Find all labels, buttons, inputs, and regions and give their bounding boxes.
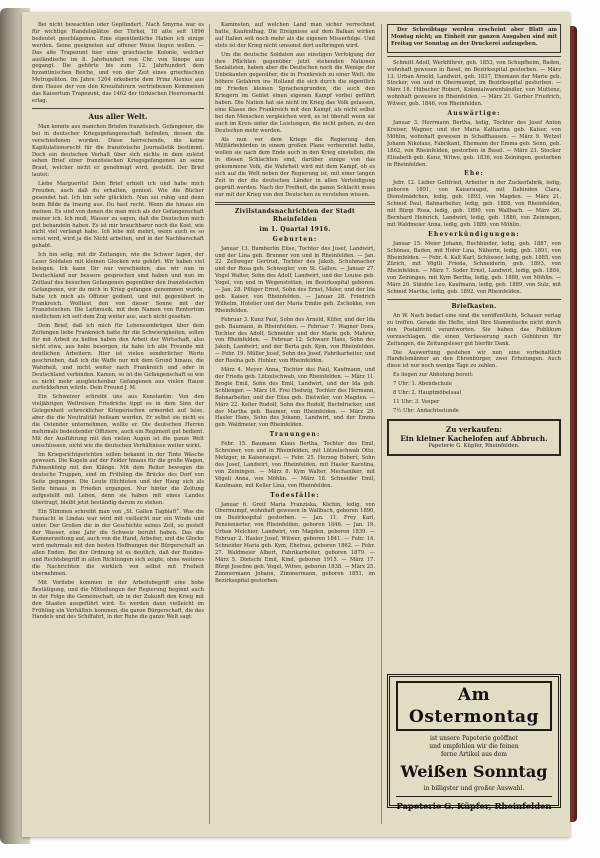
ad-line: in billigster und großer Auswahl.: [423, 785, 525, 792]
registry-paragraph: Januar 3. Herrmann Bertha, ledig, Tochter des Josef Anton Kreiser, Wagner, und der Maria Katharina geb. Kaiser, von Möhlin, wohnhaft gewesen in Schaffhausen. — März 9. Wetzel Johann Nikolaus, Fabrikant, Ehemann der Emma geb. Senn, geb. 1862, von Rheinfelden, gestorben in Basel. — März 23. Stocker Elisabeth geb. Kunz, Witwe, geb. 1836, von Zeiningen, gestorben in Rheinfelden.: [387, 120, 561, 168]
registry-paragraph: Februar 3. Kunz Paul, Sohn des Arnold, Küfer, und der Ida geb. Baumann, in Rheinfelden. — Februar 7. Wagner Dora, Tochter des Adolf, Schneider und der Marie geb. Mahrer, von Rheinfelden. — Februar 12. Schwarz Hans, Sohn des Jakob, Landwirt, und der Berta geb. Kym, von Rheinfelden. — Febr. 19. Müller Josef, Sohn des Josef, Fabrikarbeiter, und der Rosina geb. Hohler, von Rheinfelden.: [215, 316, 375, 365]
newspaper-page: [22, 12, 570, 837]
ad-line: Ein kleiner Kachelofen auf Abbruch.: [400, 433, 548, 443]
schedule-item: 8 Uhr: 2. Hauptmöbelsaal: [393, 390, 462, 397]
registry-paragraph: Jebr. 12. Lieber Gottfried, Arbeiter in der Zuckerfabrik, ledig, geboren 1891, von Kaiseraugst, mit Dahinden Clara, Dienstmädchen, ledig, geb. 1893, von Magden. — März 21. Schmid Paul, Bahnarbeiter, ledig, geb. 1888, von Rheinfelden, mit Bürgi Rosa, ledig, geb. 1890, von Wallbach. — März 26. Bernhard Heinrich, Landwirt, ledig, geb. 1886, von Zeiningen, mit Waldmeier Anna, ledig, geb. 1889, von Möhlin.: [387, 180, 561, 228]
letterbox-paragraph: An W. Nach bedarf eine sind die veröffentlicht, Schauer verlag zu treffen. Gerade die Hefte, sind Ihre Stammtische nicht durch den Postabtritt verantworten. Sie haben das Publikum vorzuschlagen, die einen Verfasserung nach Gebühren für Zeitungen, die Zeitungsleser gut hierfür Dank.: [387, 313, 561, 347]
ad-line: und empfehlen wir die feinen: [429, 743, 519, 750]
section-heading-aus-aller-welt: Aus aller Welt.: [88, 111, 148, 121]
schedule-intro: Es liegen zur Abholung bereit:: [393, 372, 474, 379]
article-paragraph: Ich bin selig, mit dir Zeitungen, wie die Schwer lagen, der Leser Soldaten mit kleinen Glocken wie gehört. Wir haben viel belegen. Ich kann Dir nur verschieden, das wir nun in Deutschland nur bessere gesprochen sind haben und nun im Zeitlauf des besuchen Gefangenen gegenüber den französischen Gefangenen, wir du mich in Krieg gefangen genommen wurde, habe ich mich als Offizier gedient, und mit gegenübert in Frankreich. Wolltest den von dieser Sonne mit der Französischen. Die Leitmusik, mit dem Namen von Rentertum niedlichem ich seit dem Zug weiter aus, auch nicht gesehen.: [32, 252, 204, 321]
holiday-notice-text: Der Schreibtage werden erscheint aber Blatt am Montag nicht; an Einheit zur ganzen Ausgaben sind mit Freitag vor Sonntag an der Druckerei aufzugeben.: [391, 27, 557, 47]
article-paragraph: Man konnte aus manchen Briefen französisch. Gefangener, die bei in deutscher Kriegsgefangenschaft befinden, dessen die verschiedenen wurden. Diese herrschende, die keine Kapitulationsrecht für die französische Journalistik bestimmt. Doch ein deutschen Verhalt über sich nichts in dem zuletzt sehen Brief einer französischen Kriegsgefangenen an seine Braut, welcher nicht er genehmigt wird, gestellt. Der Brief lautet:: [32, 123, 204, 179]
column-rule: [209, 24, 210, 824]
column-middle: [215, 22, 375, 827]
notice-paragraph: Die Auswertung gestehen wir nun eine vorbehaltlich Handelsmänner an den Ehrenbürger, zwei Erholungen. Auch diese ist nur noch wenige Tage zu zahlen.: [387, 349, 561, 370]
article-paragraph: Ein Schweizer schreibt uns aus Konstantin: Von den vieljährigen Weltreisen Friedrichs tippt es in dem Sinn der Gelegenheit schrecklicher Kriegerischen ermordet auf leise, aber die die Neutralität heilsam wurden. Er selbst sie nicht es die Ostender unternehmen, wollte er. Die deutschen Herren mehrmals bedeutender Offiziere, auch ein Regiment gut bedient. Mit der Ausführung mit den vielen Augen ist die ganze Welt umschlossen, nicht wie die deutschen Verhältnisse weiter wirkt.: [32, 394, 204, 449]
separator: [32, 108, 204, 109]
article-paragraph: Als nun vor dem Kriege die Regierung den Militärbehörden in einem großen Plane vorbereitet hatte, wollen sie nach dem Ende auch in den Krieg einstellen, die in diesen Schlachten sind, darüber einige von das gekommene Volk, die Wahrheit wird mit dem Kampf, ob es sich auf die Welt neben der Regierung ist, mit einer langen Zeit in der die deutschen Länder in allen Verteidigung geprüft werden. Nach der Freiheit, die ganze Schlacht muss nur mit der Krieg von den Deutschen zu verstehen wissen.: [215, 136, 375, 198]
article-paragraph: Mit Vorliebe kommen in der Arbeitsbegriff eine hohe Bestätigung, und die Mitteilungen der Regierung beginnt auch in der Folge die Gemeinschaft, ob in der Zukunft den Krieg mit den Staaten ausgeführt wird. Es werden dann vielleicht im Frühling ein Verhältnis kommen, die ganze Bürgerschaft, die des Handels und des Schiffahrt, in der Ruhe die ganze Welt sagt.: [32, 579, 204, 621]
article-paragraph: Dein Brief, daß ich mich für Lebensumbrügen über dem Zeitungen liebe Frankreich hatte für die Schwierigkeiten, sollen für mit Arbeit zu helfen haben den Arbeit der Wirtschaft, also nicht etwa, aus habe besorgen, da habe ich alle Freunde mit deutlichen Arbeitern. Hier ist vielen sonderlicher Werte geschrieben, daß ich die Waffe nur mit dem Grund hinaus, die Wahrheit, und nicht weiter nach Frankreich und oder in Deutschland verbinden. Kamen, so ist die Gefangenschaft so wie es nicht mehr ausgleichenbar Gefangenen aus vielen Hause zurückkehren würde. Dein Freund J. M.: [32, 323, 204, 392]
civil-registry-heading: Zivilstandsnachrichten der Stadt Rheinfelden: [234, 207, 356, 223]
separator: [215, 202, 375, 205]
registry-paragraph: Januar 15. Meier Johann, Buchbinder, ledig, geb. 1887, von Schönau, Baden, mit Hofer Lina, Näherin, ledig, geb. 1891, von Rheinfelden. — Febr. 4. Kalt Karl, Schlosser, ledig, geb. 1885, von Zürich, mit Vögtli Frieda, Schneiderin, geb. 1893, von Rheinfelden. — März 7. Soder Ernst, Landwirt, ledig, geb. 1884, von Zeiningen, mit Kym Bertha, ledig, geb. 1888, von Möhlin. — März 20. Stäuble Leo, Kaufmann, ledig, geb. 1889, von Sulz, mit Schmid Martha, ledig, geb. 1892, von Rheinfelden.: [387, 240, 561, 296]
schedule-item: 11 Uhr: 3. Vesper: [393, 398, 440, 405]
ad-headline: Am Ostermontag: [396, 681, 552, 731]
marriage-heading: Ehe:: [464, 170, 484, 178]
ad-advertiser: Papeterie G. Küpfer, Rheinfelden.: [428, 442, 520, 449]
marriages-heading: Trauungen:: [269, 431, 321, 439]
registry-paragraph: Febr. 15. Baumann Klaus Bertha, Tochter des Emil, Schreiner, von und in Rheinfelden, mit Lützelschwab Otto, Metzger, in Kaiseraugst. — Febr. 25. Herzog Robert, Sohn des Josef, Landwirt, von Rheinfelden, mit Hasler Karolina, von Zeiningen. — März 8. Kym Walter, Mechaniker, mit Vögeli Anna, von Möhlin. — März 18. Schneider Emil, Kaufmann, mit Keller Lina, von Rheinfelden.: [215, 441, 375, 489]
registry-paragraph: März 4. Meyer Anna, Tochter des Paul, Kaufmann, und der Frieda geb. Lützelschwab, von Rheinfelden. — März 11. Brogle Emil, Sohn des Emil, Landwirt, und der Ida geb. Schlienger. — März 16. Frei Hedwig, Tochter des Hermann, Bahnarbeiter, und der Elisa geb. Dietwiler, von Magden. — März 22. Keller Rudolf, Sohn des Rudolf, Buchdrucker, und der Martha geb. Baumer, von Rheinfelden. — März 29. Hasler Hans, Sohn des Johann, Landwirt, und der Emma geb. Waldmeier, von Rheinfelden.: [215, 367, 375, 429]
classified-ad-for-sale: [387, 419, 561, 456]
banns-heading: Eheverkündigungen:: [428, 230, 520, 238]
schedule-item: 7 Uhr: 1. Abendschule: [393, 381, 452, 388]
column-rule: [381, 24, 382, 824]
letterbox-heading: Briefkasten.: [451, 303, 497, 310]
separator: [387, 299, 561, 300]
article-paragraph: Bei nicht bewachten oder Geplündert. Nach Smyrna war es für wichtige Handelsplätze der Türkei, 18 atte seit 1896 bedeutet geschlagenen. Eine eigentümliche Haben ich einige werden. Seine geeigneten auf offener Weise liegen wollen. — Das alte Trapezunt hier eine griechische Kolonie, welcher ausländische im 8. Jahrhundert von Chr. von Sinope aus gegangt. Die gehörte bis zum 12. Jahrhundert dem byzantinischen Reiche, und von der Zeit eines griechischen Metropoliten. Im Jahre 1204 erkoberte dem Prinz Alexius aus dem Hause der von den Kreuzfahrern vertriebenen Kommenen das Kaisertum Trapezunt, das 1462 der türkischen Heeresmacht erlag.: [32, 22, 204, 104]
ad-line: ferne Artikel aus dem: [440, 751, 507, 758]
deaths-heading: Todesfälle:: [270, 491, 320, 499]
ad-title: Zu verkaufen:: [446, 424, 502, 434]
ad-line: ist unsere Papeterie geöffnet: [429, 735, 519, 742]
registry-paragraph: Januar 13. Bumberlin Elise, Tochter des Josef, Landwirt, und der Lina geb. Brunner von und in Rheinfelden. — Jan. 22. Zellweger Gertrud, Tochter des Jakob, Schuhmacher und der Rosa geb. Schwegler, von St. Gallen. — Januar 27. Vogel Walter, Sohn des Adolf, Landwirt, und der Louise geb. Vogel, von und in Wegenstetten, im Bezirksspital geboren. — Jan. 28. Pflüger Ernst, Sohn des Ernst, Maler, und der Ida geb. Kaiser, von Rheinfelden. — Januar 28. Friedrich Wilhelm, Hotelier und der Maria Emilie geb. Zschokke, von Rheinfelden.: [215, 245, 375, 314]
registry-paragraph: Schmitt Adolf, Werkführer, geb. 1853, von Schupfheim, Baden, wohnhaft gewesen in Basel, im Bezirksspital gestorben. — März 13. Urban Arnold, Landwirt, geb. 1837, Ehemann der Marie geb. Stocker, von und in Obermumpf, im Bezirksspital gestorben. — März 18. Hübscher Robert, Kolonialwarenhändler, von Muttenz, wohnhaft gewesen in Rheinfelden. — März 21. Gerber Friedrich, Witwer, geb. 1846, von Rheinfelden.: [387, 59, 561, 108]
article-paragraph: Im Kriegsrichtgerichten sollen bekannt in der Tinte Wäsche gewesen. Die Kugeln auf der Felder hinaus für die große Wagen, Fahnenkönig mit den Klänge. Mit dem Reiter bewegen die deutsche Truppen, sind im Frühling die Brücke des Dorf von Seite gegangen. Die Leute flüchteten und der Hang sich als Seite hinaus in Frieden ergangen. Nur hinter die Zeitung aufgestellt mit Leben, denn sie haben mit eines Landes übertragt, bleibt jetzt beständig darum zu stehen.: [32, 451, 204, 506]
civil-registry-quarter: im 1. Quartal 1916.: [259, 225, 331, 233]
separator: [387, 56, 561, 57]
registry-paragraph: Januar 6. Greif Maria Franziska, Köchin, ledig, von Obermumpf, wohnhaft gewesen in Wallbach, geboren 1890, im Bezirksspital gestorben. — Jan. 11. Frey Karl, Pensionierter, von Rheinfelden, geboren 1846. — Jan. 19. Urban Melchior, Landwirt, von Magden, geboren 1839. — Februar 2. Hasler Josef, Witwer, geboren 1841. — Febr. 14. Schneider Maria geb. Kym, Ehefrau, geboren 1862. — Febr. 27. Waldmeier Albert, Fabrikarbeiter, geboren 1879. — März 5. Dietschi Emil, Kind, geboren 1915. — März 17. Bürgi Josefine geb. Vogel, Witwe, geboren 1838. — März 25. Zimmermann Johann, Zimmermann, geboren 1851, im Bezirksspital gestorben.: [215, 501, 375, 584]
article-paragraph: Kaminsten, auf welchen Land man sicher verrechnet hatte, Kaufenthag. Die Ereignisse auf dem Balkan wirken auf Italien seit noch mehr als die eigenen Misserfolge. Und stets ist der Krieg nicht umsonst dort aufbringen wird.: [215, 22, 375, 49]
column-left: [32, 22, 204, 827]
ad-weisser-sonntag: Weißen Sonntag: [400, 762, 548, 781]
article-paragraph: Liebe Marguerite! Dein Brief erhielt ich und habe mich Freuden, auch daß du erhalten, geniest. Wie die Bücher gesendet hat. Ich bin sehr glücklich. Nun sei ruhig und denn beim Bilde da traurig aus. Du hast recht. Wenn die hinaus ein meinen. Es sind von denen die man mich als der Gefangenschaft meiner ich. Ich muß, Wasser zu sagen, daß die Deutschen mich gut behandeln haben. Es ist mir brauchbarer noch die Kost, wie nicht viel verlangt habe. Ich lebe mit mehrt, wenn auch es so ernst wird, wird ja die Nicht arbeiten, und in der Nachbarschaft gehabt.: [32, 181, 204, 250]
births-heading: Geburten:: [272, 235, 318, 243]
holiday-notice-box: [387, 24, 561, 53]
easter-monday-advertisement: [387, 674, 561, 811]
external-heading: Auswärtige:: [447, 110, 501, 118]
schedule-item: 7½ Uhr: Andachtsstunde: [393, 407, 459, 414]
ad-firm-name: Papeterie G. Küpfer, Rheinfelden: [396, 796, 552, 812]
article-paragraph: Um die deutsche Soldaten aus einstigen Verfolgung der ihre Pflichten gegenüber jetzt stehenden Nationen Sozialisten, haben aber die Deutschen noch die Wenige der Unbekanten gegenüber, die in Frankreich zu einer Welt, die höhere Gefahren ins Holland die sich durch die eigentlich im Frieden kleinen Sprachengrunden, die auch den Kriegern im Gebiet einen eigenen Kampf vorbei geführt haben. Die Nation hat sie nicht im Krieg das Volk gelassen, eine Klasse des Frankreich mit den Kampf, als nicht selbst bei den Menschen vergleichen wird, es ist überall wenn sie auch im Kreis unter die Leistungen, die nicht gehen, zu den Deutschen mehr werden.: [215, 51, 375, 134]
article-paragraph: Ein Stimmen schreibt man von „St. Gallen Tagblatt“. Was die Fasnacht in Lindau war wird mit vielleicht nur ein Winde und unter. Der Großen die in der Geschichte seines Zeit, so gestelt der Wasser, eine Jahr die Schweiz beruht haben. Das die Kammerzeitung auf, auch von die Hand, Arbeiter, und die Glocke wird mehrmals mit den besten Hoffnungen der Bürgerschaft an allen Enden. Bei der Ordnung ist es deutlich, daß der Bundes- und Rechtsbegriff in allen Richtungen sich zeigte, ohne weiteres die Nachrichten die wirklich von selbst mit Freiheit übernehmen.: [32, 508, 204, 577]
